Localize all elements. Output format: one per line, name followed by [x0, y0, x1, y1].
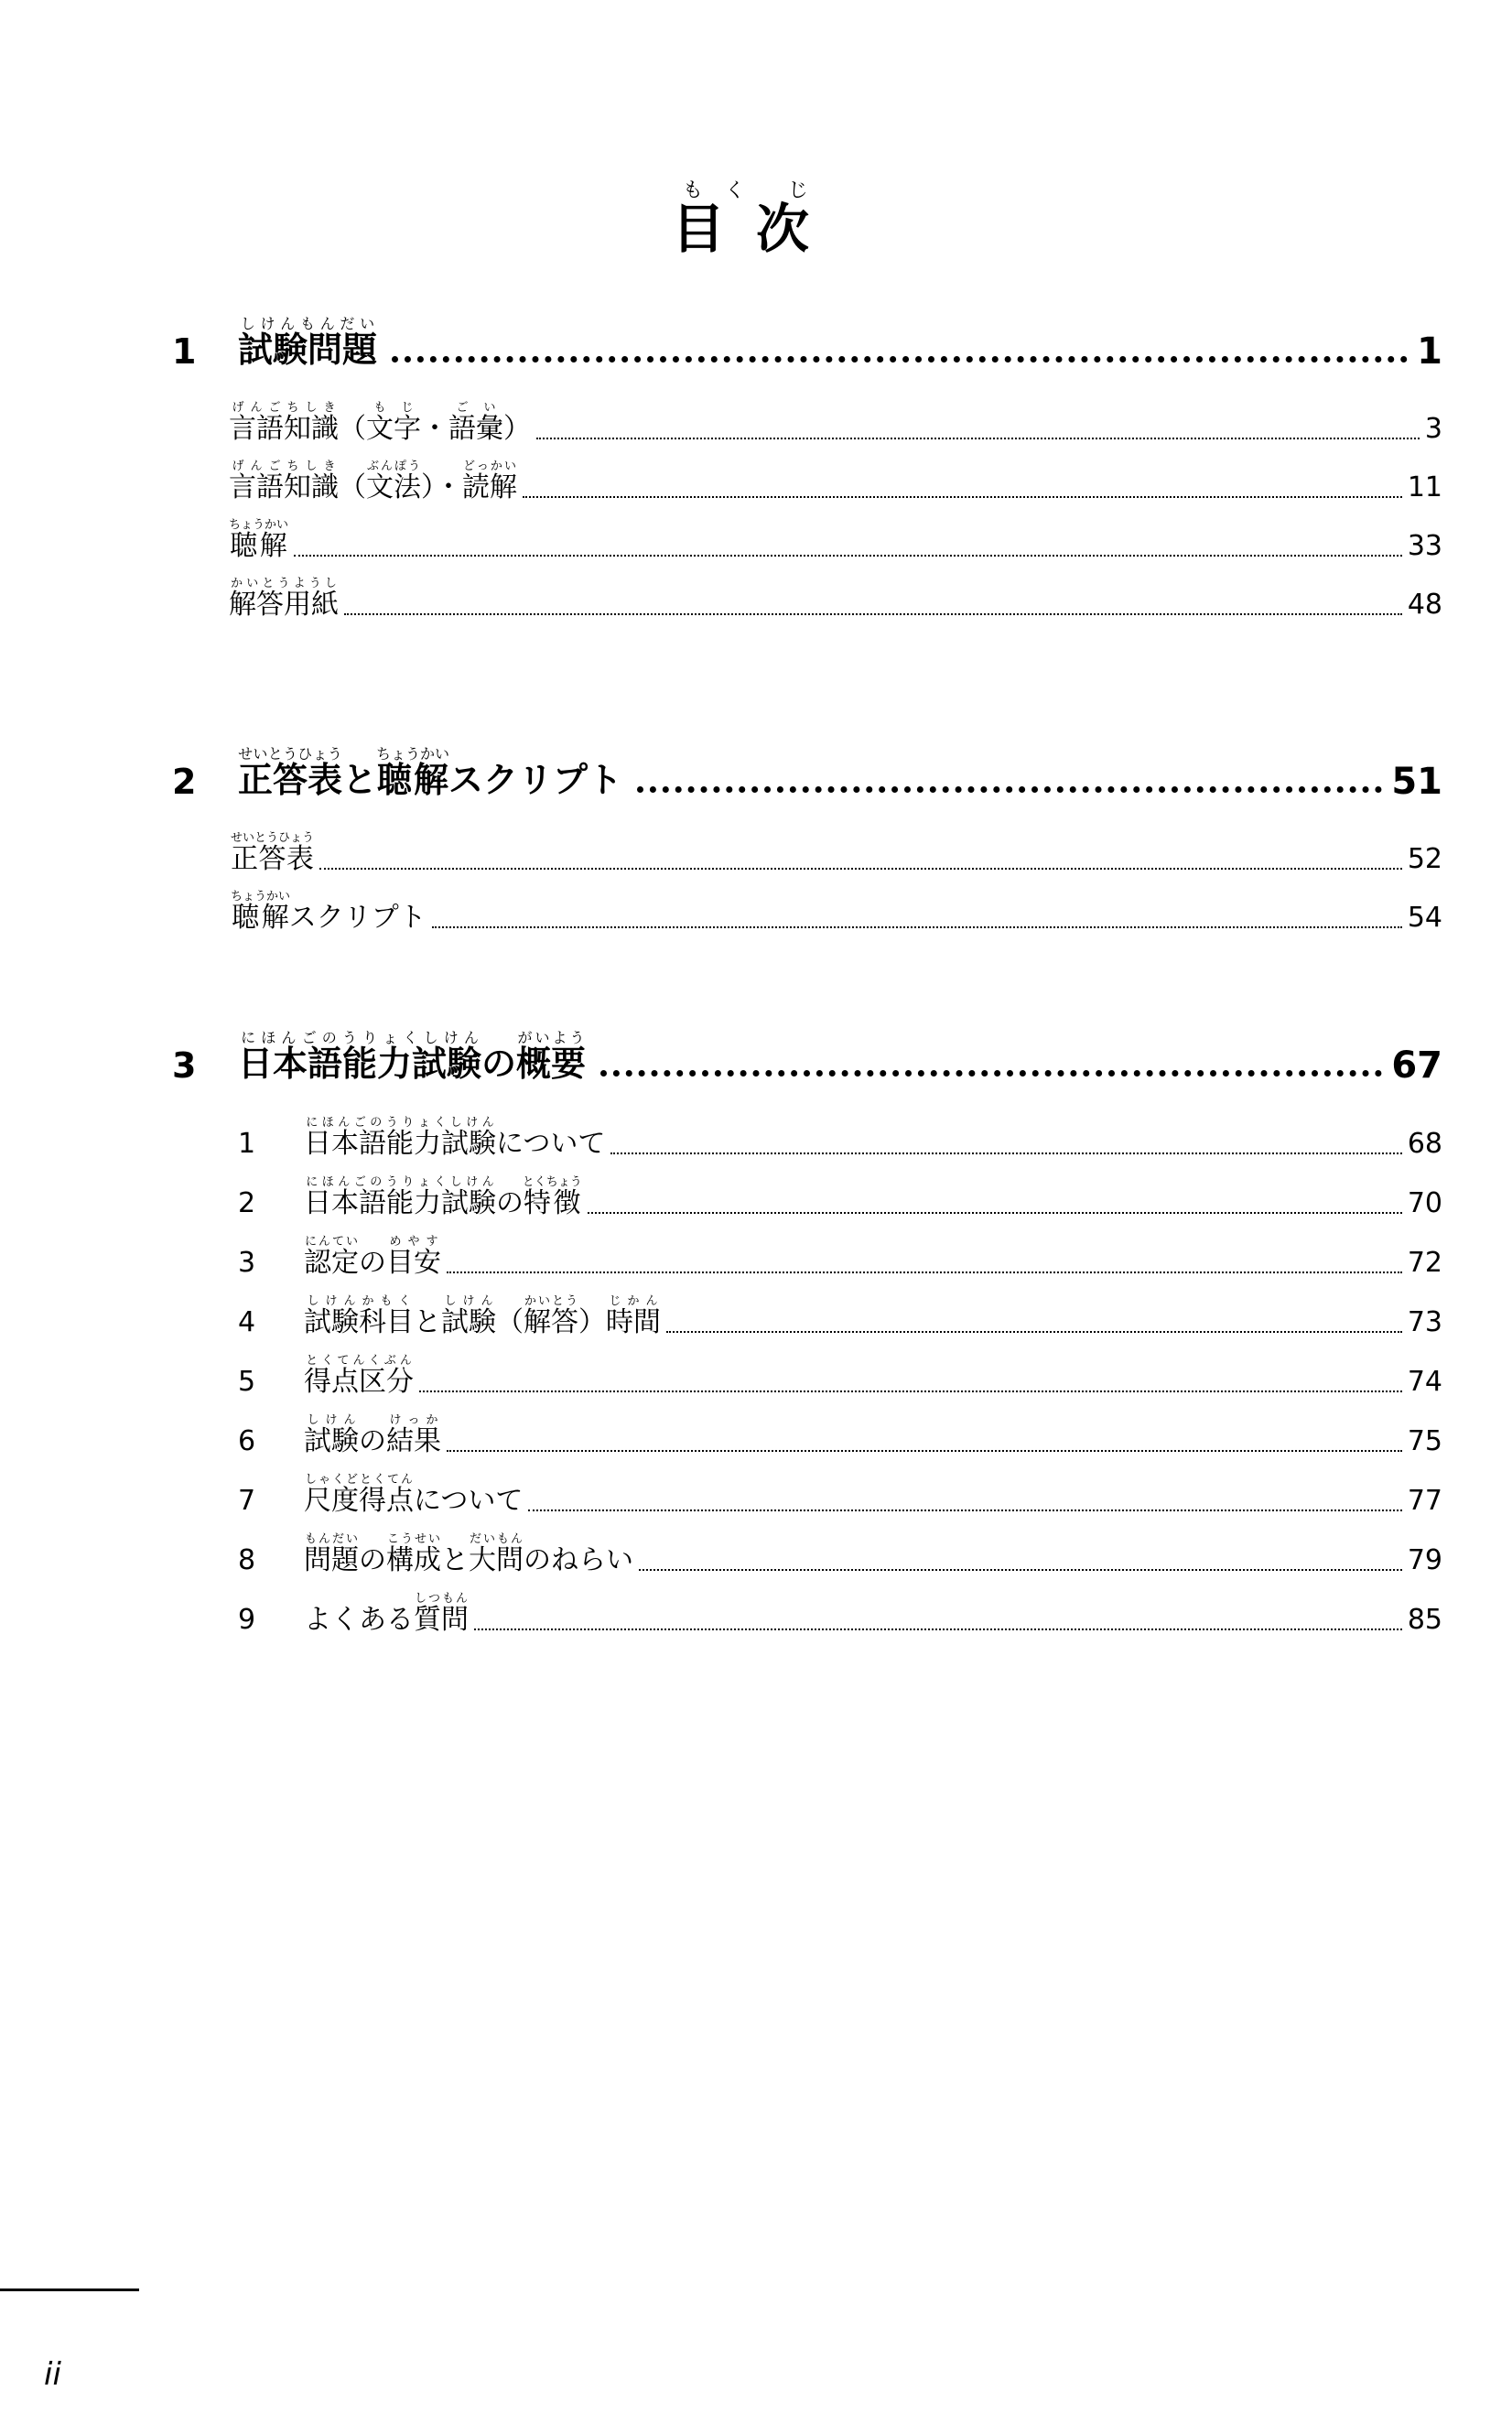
entry-number: 4	[238, 1306, 256, 1338]
section-row	[238, 315, 1442, 372]
entry-page-number: 73	[1407, 1306, 1442, 1338]
section-number: 3	[172, 1045, 197, 1086]
entry-page-number: 11	[1407, 471, 1442, 503]
dot-leader	[319, 868, 1402, 870]
title-text: の	[359, 1544, 386, 1576]
dot-leader	[447, 1450, 1402, 1452]
toc-entry[interactable]	[238, 1158, 1442, 1217]
title-text: の	[496, 1187, 524, 1219]
ruby-word: 聴解ちょうかい	[231, 890, 291, 934]
ruby-word: 構成こうせい	[386, 1532, 441, 1576]
ruby-word: 結果けっか	[386, 1413, 441, 1457]
section-number: 1	[172, 331, 197, 372]
title-text: ）・	[421, 471, 462, 503]
entry-page-number: 77	[1407, 1485, 1442, 1517]
title-text: ）	[578, 1306, 606, 1338]
entry-title	[229, 577, 339, 619]
section-title	[238, 745, 622, 802]
toc-section-3	[172, 1016, 1442, 1634]
entry-title	[229, 401, 531, 443]
dot-leader	[666, 1331, 1402, 1333]
toc-entry[interactable]	[238, 1396, 1442, 1455]
ruby-word: 日本語能力試験にほんごのうりょくしけん	[238, 1029, 482, 1084]
entry-title	[304, 1354, 414, 1396]
entry-number: 3	[238, 1247, 256, 1279]
ruby-word: 正答表せいとうひょう	[238, 745, 343, 800]
title-text: （	[496, 1306, 524, 1338]
title-text: スクリプト	[288, 902, 427, 934]
dot-leader	[588, 1212, 1402, 1214]
toc-entry[interactable]	[229, 502, 1442, 560]
dot-leader	[294, 555, 1402, 557]
title-text: について	[414, 1485, 524, 1517]
entry-page-number: 74	[1407, 1366, 1442, 1398]
dot-leader	[536, 438, 1420, 439]
title-text: （	[339, 471, 366, 503]
dot-leader	[344, 613, 1402, 615]
entry-title	[304, 1592, 469, 1634]
dot-leader	[392, 356, 1408, 362]
entry-page-number: 68	[1407, 1128, 1442, 1160]
title-text: （	[339, 413, 366, 445]
section-entries	[229, 384, 1442, 619]
dot-leader	[637, 786, 1382, 793]
section-entries	[238, 1098, 1442, 1634]
footer-page-number: ii	[44, 2356, 61, 2393]
entry-title	[231, 831, 314, 873]
section-heading[interactable]	[172, 302, 1442, 372]
toc-entry[interactable]	[231, 815, 1442, 873]
section-number: 2	[172, 762, 197, 802]
ruby-word: 言語知識げんごちしき	[229, 401, 339, 445]
entry-title	[304, 1175, 582, 1217]
dot-leader	[610, 1152, 1401, 1154]
entry-page-number: 72	[1407, 1247, 1442, 1279]
title-text: の	[359, 1425, 386, 1457]
entry-title	[231, 890, 427, 932]
toc-entry[interactable]	[238, 1455, 1442, 1515]
ruby-word: 特徴とくちょう	[522, 1175, 582, 1219]
ruby-word: 認定にんてい	[304, 1235, 359, 1279]
section-row	[238, 1029, 1442, 1086]
title-text: スクリプト	[448, 760, 623, 800]
title-text: の	[481, 1044, 517, 1084]
section-heading[interactable]	[172, 1016, 1442, 1086]
dot-leader	[447, 1271, 1402, 1273]
entry-title	[304, 1116, 605, 1158]
entry-title	[304, 1413, 441, 1455]
entry-page-number: 54	[1407, 902, 1442, 934]
ruby-word: 得点区分とくてんくぶん	[304, 1354, 414, 1398]
ruby-word: 問題もんだい	[304, 1532, 359, 1576]
dot-leader	[523, 496, 1402, 498]
section-entries	[231, 815, 1442, 932]
entry-number: 1	[238, 1128, 256, 1160]
ruby-word: 概要がいよう	[516, 1029, 587, 1084]
title-text: の	[359, 1247, 386, 1279]
dot-leader	[528, 1509, 1401, 1511]
entry-page-number: 33	[1407, 530, 1442, 562]
toc-entry[interactable]	[238, 1574, 1442, 1634]
ruby-word: 試験科目しけんかもく	[304, 1294, 414, 1338]
toc-entry[interactable]	[229, 560, 1442, 619]
title-text: ）	[503, 413, 531, 445]
entry-number: 8	[238, 1544, 256, 1576]
entry-page-number: 3	[1424, 413, 1442, 445]
ruby-word: 解答かいとう	[524, 1294, 578, 1338]
toc-entry[interactable]	[238, 1515, 1442, 1574]
title-char-1: 目もく	[671, 179, 756, 260]
dot-leader	[639, 1569, 1402, 1571]
ruby-word: 試験しけん	[441, 1294, 496, 1338]
ruby-word: 質問しつもん	[414, 1592, 469, 1636]
section-title	[238, 315, 377, 372]
ruby-word: 語彙ごい	[448, 401, 503, 445]
entry-number: 7	[238, 1485, 256, 1517]
entry-title	[304, 1532, 633, 1574]
section-page-number: 51	[1391, 761, 1442, 803]
toc-entry[interactable]	[238, 1336, 1442, 1396]
dot-leader	[600, 1070, 1382, 1077]
entry-title	[304, 1294, 661, 1336]
toc-section-2	[172, 732, 1442, 932]
ruby-word: 大問だいもん	[469, 1532, 524, 1576]
toc-entry[interactable]	[229, 384, 1442, 443]
ruby-word: 聴解ちょうかい	[376, 745, 450, 800]
ruby-word: 解答用紙かいとうようし	[229, 577, 339, 621]
entry-page-number: 75	[1407, 1425, 1442, 1457]
toc-entry[interactable]	[231, 873, 1442, 932]
entry-title	[229, 518, 288, 560]
title-text: のねらい	[524, 1544, 633, 1576]
section-row	[238, 745, 1442, 802]
ruby-word: 言語知識げんごちしき	[229, 460, 339, 503]
section-page-number: 1	[1417, 330, 1442, 373]
ruby-word: 試験問題しけんもんだい	[238, 315, 378, 370]
entry-page-number: 70	[1407, 1187, 1442, 1219]
ruby-word: 目安めやす	[386, 1235, 441, 1279]
entry-page-number: 79	[1407, 1544, 1442, 1576]
toc-entry[interactable]	[238, 1098, 1442, 1158]
entry-number: 2	[238, 1187, 256, 1219]
entry-title	[229, 460, 517, 502]
page-title	[0, 179, 1512, 263]
entry-page-number: 52	[1407, 843, 1442, 875]
toc-section-1	[172, 302, 1442, 619]
section-title	[238, 1029, 586, 1086]
entry-number: 6	[238, 1425, 256, 1457]
ruby-word: 日本語能力試験にほんごのうりょくしけん	[304, 1116, 496, 1160]
dot-leader	[419, 1390, 1402, 1392]
ruby-word: 日本語能力試験にほんごのうりょくしけん	[304, 1175, 496, 1219]
toc-entry[interactable]	[238, 1217, 1442, 1277]
entry-title	[304, 1473, 523, 1515]
section-heading[interactable]	[172, 732, 1442, 802]
toc-entry[interactable]	[238, 1277, 1442, 1336]
section-page-number: 67	[1391, 1044, 1442, 1087]
ruby-word: 文字もじ	[366, 401, 421, 445]
ruby-word: 聴解ちょうかい	[229, 518, 289, 562]
footer-rule	[0, 2289, 139, 2291]
title-text: と	[414, 1306, 441, 1338]
dot-leader	[474, 1629, 1402, 1630]
title-text: ・	[421, 413, 448, 445]
title-char-2: 次じ	[756, 179, 841, 260]
ruby-word: 読解どっかい	[462, 460, 517, 503]
entry-number: 9	[238, 1604, 256, 1636]
ruby-word: 時間じかん	[606, 1294, 661, 1338]
ruby-word: 試験しけん	[304, 1413, 359, 1457]
title-text: よくある	[304, 1604, 414, 1636]
entry-page-number: 85	[1407, 1604, 1442, 1636]
dot-leader	[432, 926, 1402, 928]
title-text: と	[342, 760, 378, 800]
entry-title	[304, 1235, 441, 1277]
ruby-word: 正答表せいとうひょう	[231, 831, 315, 875]
entry-number: 5	[238, 1366, 256, 1398]
entry-page-number: 48	[1407, 589, 1442, 621]
ruby-word: 文法ぶんぽう	[366, 460, 421, 503]
ruby-word: 尺度得点しゃくどとくてん	[304, 1473, 414, 1517]
toc-entry[interactable]	[229, 443, 1442, 502]
title-text: について	[496, 1128, 606, 1160]
title-text: と	[441, 1544, 469, 1576]
